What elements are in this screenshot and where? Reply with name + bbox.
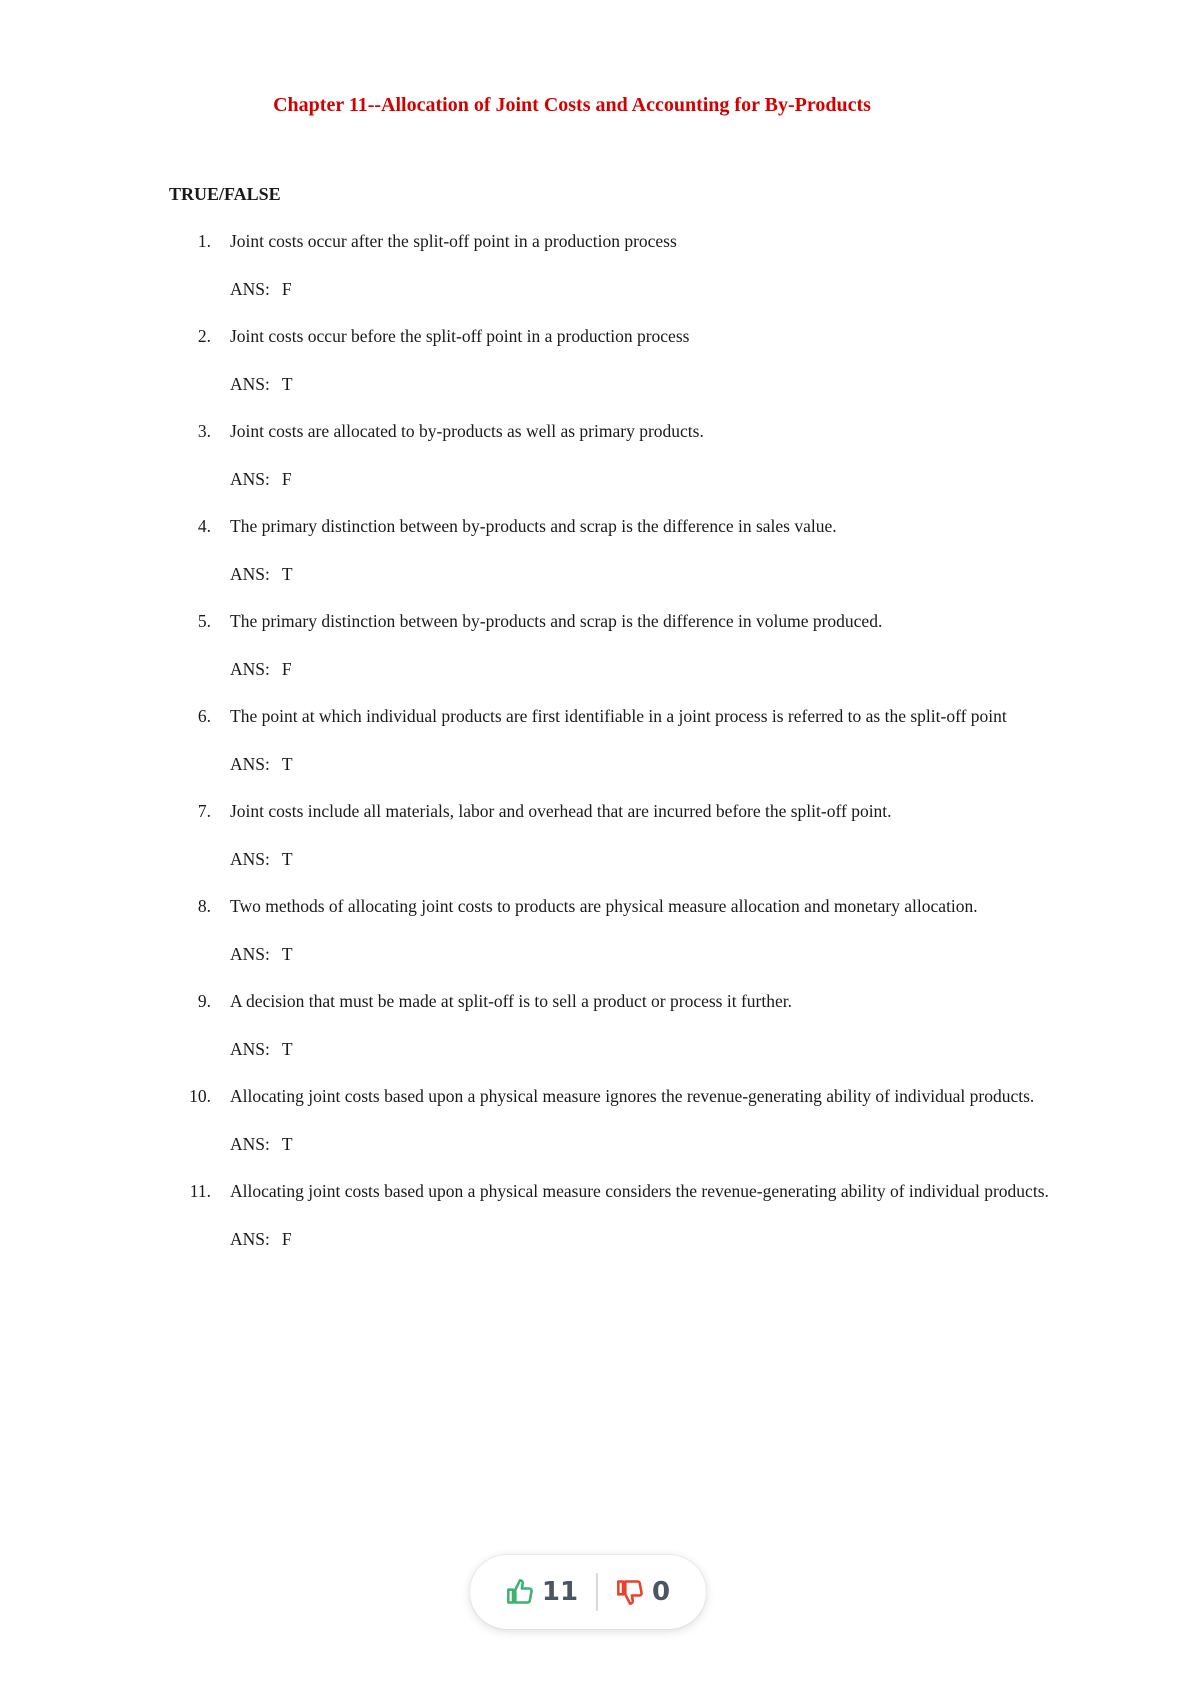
answer-value: F [281,279,292,299]
chapter-title: Chapter 11--Allocation of Joint Costs and Accounting for By-Products [273,94,871,116]
answer-value: F [281,469,292,489]
like-count: 11 [541,1577,579,1607]
question-item [169,989,1099,1061]
answer-label: ANS: [230,659,270,679]
answer-label: ANS: [230,1229,270,1249]
answer-line [230,1227,1099,1251]
answer-value: T [281,1039,293,1059]
answer-label: ANS: [230,279,270,299]
vote-divider [596,1573,598,1611]
question-number: 10. [189,1086,211,1106]
question-list [169,229,1099,1274]
question-text: Allocating joint costs based upon a physical measure ignores the revenue-generating ability of individual products. [230,1086,1035,1106]
answer-value: T [281,1134,293,1154]
question-number: 7. [197,801,211,821]
question-text: The primary distinction between by-products and scrap is the difference in sales value. [230,516,837,536]
question-text: The point at which individual products are first identifiable in a joint process is referred to as the split-off point [230,706,1007,726]
thumbs-up-icon [506,1578,534,1606]
question-text: A decision that must be made at split-off is to sell a product or process it further. [230,991,792,1011]
question-text: Joint costs include all materials, labor and overhead that are incurred before the split-off point. [230,801,892,821]
answer-line [230,657,1099,681]
question-item [169,799,1099,871]
question-item [169,1179,1099,1251]
question-text: Joint costs occur after the split-off point in a production process [230,231,677,251]
answer-label: ANS: [230,564,270,584]
question-number: 1. [197,231,211,251]
answer-line [230,277,1099,301]
answer-value: F [281,659,292,679]
answer-line [230,562,1099,586]
question-number: 4. [197,516,211,536]
answer-value: T [281,849,293,869]
question-number: 11. [189,1181,211,1201]
question-item [169,704,1099,776]
answer-line [230,752,1099,776]
question-item [169,229,1099,301]
question-item [169,514,1099,586]
question-number: 6. [197,706,211,726]
answer-line [230,942,1099,966]
question-number: 8. [197,896,211,916]
question-item [169,324,1099,396]
question-item [169,609,1099,681]
question-item [169,419,1099,491]
answer-label: ANS: [230,374,270,394]
dislike-button[interactable] [616,1577,670,1607]
answer-line [230,847,1099,871]
question-item [169,894,1099,966]
answer-label: ANS: [230,944,270,964]
answer-value: T [281,374,293,394]
dislike-count: 0 [652,1577,671,1607]
answer-value: T [281,944,293,964]
question-item [169,1084,1099,1156]
answer-label: ANS: [230,469,270,489]
like-button[interactable] [506,1577,578,1607]
question-number: 3. [197,421,211,441]
question-number: 9. [197,991,211,1011]
answer-label: ANS: [230,849,270,869]
question-number: 5. [197,611,211,631]
vote-widget [470,1555,706,1629]
answer-value: F [281,1229,292,1249]
answer-label: ANS: [230,754,270,774]
section-heading: TRUE/FALSE [169,184,281,204]
answer-line [230,1132,1099,1156]
answer-label: ANS: [230,1134,270,1154]
question-text: Two methods of allocating joint costs to products are physical measure allocation and monetary allocation. [230,896,978,916]
answer-value: T [281,754,293,774]
question-text: Joint costs are allocated to by-products as well as primary products. [230,421,704,441]
answer-label: ANS: [230,1039,270,1059]
answer-line [230,1037,1099,1061]
thumbs-down-icon [616,1578,644,1606]
question-text: Allocating joint costs based upon a physical measure considers the revenue-generating ability of individual products. [230,1181,1049,1201]
question-number: 2. [197,326,211,346]
answer-line [230,467,1099,491]
question-text: Joint costs occur before the split-off point in a production process [230,326,690,346]
answer-line [230,372,1099,396]
answer-value: T [281,564,293,584]
question-text: The primary distinction between by-products and scrap is the difference in volume produced. [230,611,883,631]
